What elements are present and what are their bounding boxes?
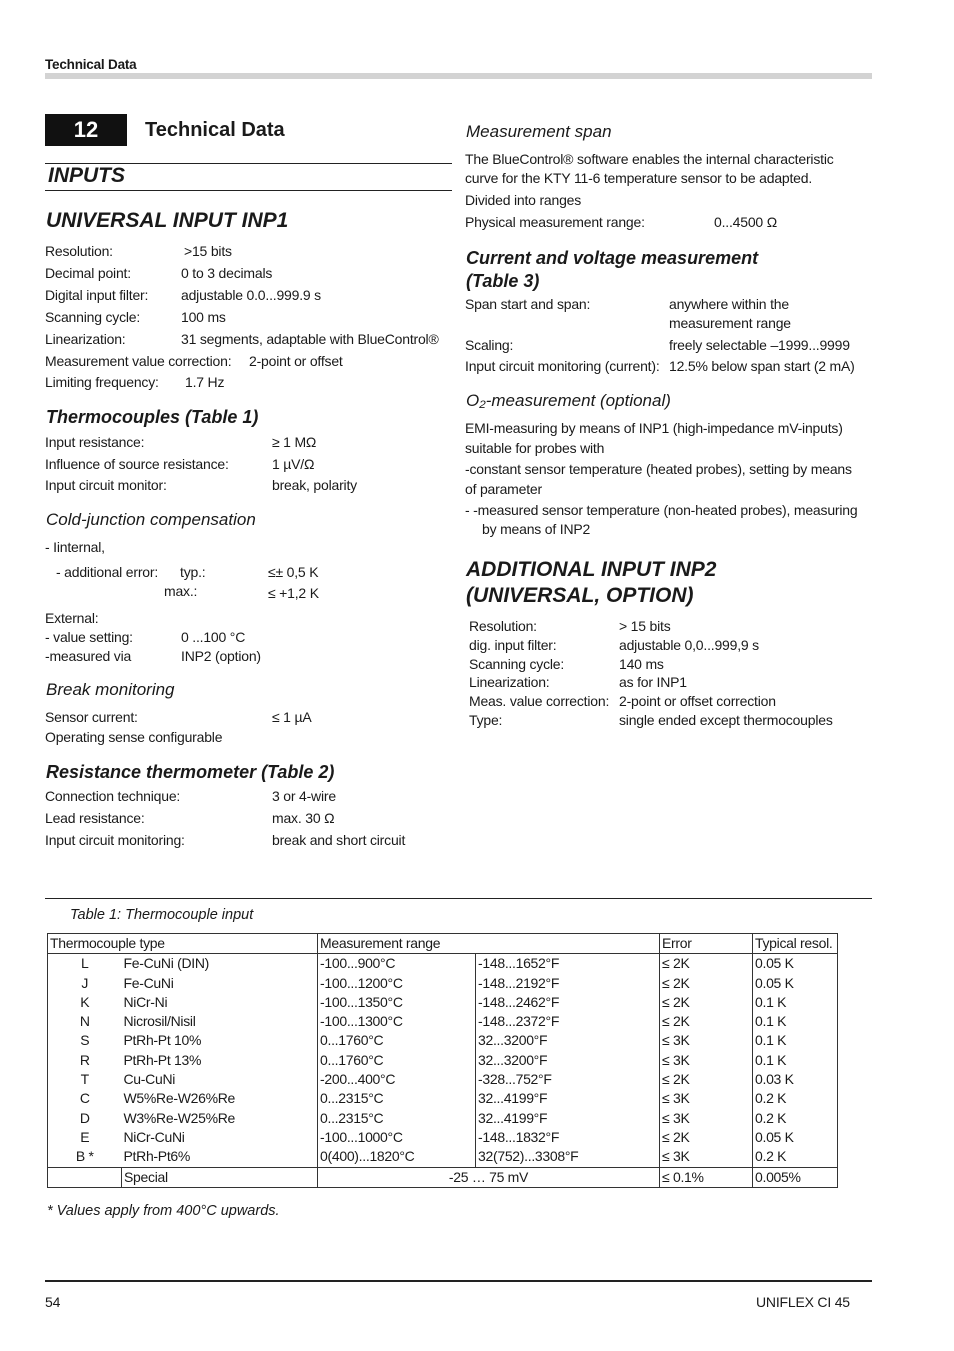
inp2-label: dig. input filter:	[469, 637, 557, 653]
inp1-value: 2-point or offset	[249, 353, 343, 369]
resistance-thermometer-heading: Resistance thermometer (Table 2)	[46, 762, 335, 782]
tc-value: 1 µV/Ω	[272, 456, 315, 472]
tc-code: D	[48, 1109, 122, 1128]
cj-value-setting-label: - value setting:	[45, 629, 133, 645]
range-c: 0...1760°C	[318, 1051, 476, 1070]
inp1-label: Linearization:	[45, 331, 126, 347]
table-row	[48, 974, 838, 993]
inp1-label: Decimal point:	[45, 265, 131, 281]
inp2-value: adjustable 0,0...999,9 s	[619, 637, 759, 653]
range-c: 0...1760°C	[318, 1031, 476, 1050]
cj-internal: - Iinternal,	[45, 539, 105, 555]
table-row	[48, 1070, 838, 1089]
range-f: 32(752)...3308°F	[476, 1147, 660, 1167]
table-footnote: * Values apply from 400°C upwards.	[47, 1203, 280, 1219]
tc-type: Nicrosil/Nisil	[123, 1013, 196, 1030]
footer-rule	[45, 1280, 872, 1282]
o2-text: -constant sensor temperature (heated probes), setting by means	[465, 461, 852, 477]
o2-heading: O₂-measurement (optional)	[466, 391, 671, 410]
o2-text: EMI-measuring by means of INP1 (high-impedance mV-inputs)	[465, 420, 843, 436]
tc-type: NiCr-CuNi	[123, 1128, 185, 1145]
range-c: -100...1000°C	[318, 1128, 476, 1147]
range-c: -100...1350°C	[318, 993, 476, 1012]
inp2-value: as for INP1	[619, 674, 687, 690]
table-row-special	[48, 1167, 838, 1187]
tc-label: Input resistance:	[45, 434, 145, 450]
inp1-heading: UNIVERSAL INPUT INP1	[46, 209, 289, 232]
cj-external: External:	[45, 610, 99, 626]
error: ≤ 2K	[660, 1012, 753, 1031]
ms-text: The BlueControl® software enables the internal characteristic	[465, 151, 834, 167]
inp1-value: adjustable 0.0...999.9 s	[181, 287, 321, 303]
tc-value: break, polarity	[272, 477, 357, 493]
range-c: -200...400°C	[318, 1070, 476, 1089]
table-header-row	[48, 934, 838, 954]
tc-code: C	[48, 1089, 122, 1108]
cv-scaling-value: freely selectable –1999...9999	[669, 337, 850, 353]
current-voltage-heading-2: (Table 3)	[466, 271, 540, 291]
cj-max-label: max.:	[164, 583, 198, 599]
resolution: 0.2 K	[753, 1089, 838, 1108]
error: ≤ 2K	[660, 954, 753, 974]
inp1-label: Resolution:	[45, 243, 113, 259]
error: ≤ 3K	[660, 1109, 753, 1128]
error: ≤ 0.1%	[660, 1167, 753, 1187]
error: ≤ 3K	[660, 1031, 753, 1050]
tc-value: ≥ 1 MΩ	[272, 434, 317, 450]
ms-range-label: Physical measurement range:	[465, 214, 645, 230]
inp1-value: >15 bits	[184, 243, 232, 259]
inp2-label: Resolution:	[469, 618, 537, 634]
cj-additional-error-label: - additional error:	[56, 564, 159, 580]
resolution: 0.1 K	[753, 1012, 838, 1031]
inp1-value: 1.7 Hz	[185, 374, 225, 390]
resolution: 0.03 K	[753, 1070, 838, 1089]
error: ≤ 2K	[660, 993, 753, 1012]
thermocouples-heading: Thermocouples (Table 1)	[46, 407, 259, 427]
inp2-value: 140 ms	[619, 656, 664, 672]
tc-type: Fe-CuNi	[123, 974, 174, 991]
tc-code: J	[48, 974, 122, 993]
column-header: Typical resol.	[753, 934, 838, 954]
cj-typ-value: ≤± 0,5 K	[268, 564, 319, 580]
ms-range-value: 0...4500 Ω	[714, 214, 777, 230]
error: ≤ 2K	[660, 1070, 753, 1089]
o2-text: suitable for probes with	[465, 440, 605, 456]
inp2-value: 2-point or offset correction	[619, 693, 776, 709]
tc-type: PtRh-Pt 13%	[123, 1051, 202, 1068]
cj-typ-label: typ.:	[180, 564, 206, 580]
o2-text: by means of INP2	[482, 521, 591, 537]
cv-span-value-2: measurement range	[669, 315, 791, 331]
cv-monitor-label: Input circuit monitoring (current):	[465, 358, 660, 374]
inp2-label: Linearization:	[469, 674, 550, 690]
cj-max-value: ≤ +1,2 K	[268, 585, 319, 601]
column-header: Thermocouple type	[48, 934, 318, 954]
o2-text: - -measured sensor temperature (non-heated probes), measuring	[465, 502, 858, 518]
bm-operating-sense: Operating sense configurable	[45, 729, 223, 745]
tc-type: NiCr-Ni	[123, 993, 168, 1010]
tc-code: R	[48, 1051, 122, 1070]
cj-measured-label: -measured via	[45, 648, 132, 664]
inp2-label: Scanning cycle:	[469, 656, 565, 672]
section-number: 12	[45, 114, 127, 146]
inp1-label: Measurement value correction:	[45, 353, 232, 369]
rt-value: 3 or 4-wire	[272, 788, 336, 804]
table-row	[48, 1109, 838, 1128]
tc-code: B *	[48, 1147, 122, 1167]
inp2-value: single ended except thermocouples	[619, 712, 833, 728]
inp1-value: 31 segments, adaptable with BlueControl®	[181, 331, 439, 347]
inp1-value: 0 to 3 decimals	[181, 265, 273, 281]
cv-monitor-value: 12.5% below span start (2 mA)	[669, 358, 855, 374]
range-f: 32...4199°F	[476, 1109, 660, 1128]
range-f: 32...3200°F	[476, 1051, 660, 1070]
error: ≤ 2K	[660, 974, 753, 993]
break-monitoring-heading: Break monitoring	[46, 680, 175, 699]
table-row	[48, 1089, 838, 1108]
rt-label: Input circuit monitoring:	[45, 832, 185, 848]
resolution: 0.1 K	[753, 1051, 838, 1070]
running-header: Technical Data	[45, 57, 137, 72]
tc-type: PtRh-Pt 10%	[123, 1032, 202, 1049]
tc-type: W5%Re-W26%Re	[123, 1090, 236, 1107]
tc-type: W3%Re-W25%Re	[123, 1109, 236, 1126]
resolution: 0.05 K	[753, 1128, 838, 1147]
resolution: 0.1 K	[753, 1031, 838, 1050]
error: ≤ 3K	[660, 1051, 753, 1070]
range-c: -100...900°C	[318, 954, 476, 974]
range-f: -148...2192°F	[476, 974, 660, 993]
cv-span-value: anywhere within the	[669, 296, 789, 312]
inp2-heading-2: (UNIVERSAL, OPTION)	[466, 584, 694, 607]
tc-code: K	[48, 993, 122, 1012]
range-c: 0...2315°C	[318, 1109, 476, 1128]
rt-label: Connection technique:	[45, 788, 181, 804]
inp2-label: Type:	[469, 712, 503, 728]
resolution: 0.05 K	[753, 954, 838, 974]
tc-type: PtRh-Pt6%	[123, 1148, 191, 1165]
inp2-value: > 15 bits	[619, 618, 671, 634]
cj-measured-value: INP2 (option)	[181, 648, 261, 664]
range-c: -100...1300°C	[318, 1012, 476, 1031]
inp2-heading: ADDITIONAL INPUT INP2	[466, 558, 717, 581]
range-f: -148...2462°F	[476, 993, 660, 1012]
error: ≤ 2K	[660, 1128, 753, 1147]
page-number: 54	[45, 1294, 61, 1310]
table-rule	[45, 898, 872, 899]
inp1-label: Scanning cycle:	[45, 309, 141, 325]
range: -25 … 75 mV	[318, 1167, 660, 1187]
range-c: 0(400)...1820°C	[318, 1147, 476, 1167]
measurement-span-heading: Measurement span	[466, 122, 612, 141]
cold-junction-heading: Cold-junction compensation	[46, 510, 256, 529]
range-f: 32...4199°F	[476, 1089, 660, 1108]
divider	[45, 190, 452, 191]
table-row	[48, 1051, 838, 1070]
inp1-value: 100 ms	[181, 309, 226, 325]
tc-label: Influence of source resistance:	[45, 456, 229, 472]
rt-value: max. 30 Ω	[272, 810, 335, 826]
range-f: -328...752°F	[476, 1070, 660, 1089]
resolution: 0.1 K	[753, 993, 838, 1012]
cv-span-label: Span start and span:	[465, 296, 591, 312]
section-title: Technical Data	[145, 119, 285, 141]
table-row	[48, 1147, 838, 1167]
range-f: -148...1832°F	[476, 1128, 660, 1147]
inp1-label: Limiting frequency:	[45, 374, 159, 390]
resolution: 0.005%	[753, 1167, 838, 1187]
range-c: 0...2315°C	[318, 1089, 476, 1108]
table-row	[48, 1012, 838, 1031]
range-f: -148...2372°F	[476, 1012, 660, 1031]
tc-code: L	[48, 954, 122, 974]
tc-code	[48, 1167, 122, 1187]
table-caption: Table 1: Thermocouple input	[70, 907, 254, 923]
resolution: 0.2 K	[753, 1147, 838, 1167]
bm-sensor-value: ≤ 1 µA	[272, 709, 312, 725]
tc-code: T	[48, 1070, 122, 1089]
current-voltage-heading: Current and voltage measurement	[466, 248, 759, 268]
cj-value-setting-value: 0 ...100 °C	[181, 629, 246, 645]
rt-value: break and short circuit	[272, 832, 406, 848]
error: ≤ 3K	[660, 1147, 753, 1167]
tc-type: Cu-CuNi	[123, 1071, 176, 1088]
error: ≤ 3K	[660, 1089, 753, 1108]
column-header: Measurement range	[318, 934, 660, 954]
tc-type: Special	[122, 1167, 318, 1187]
range-c: -100...1200°C	[318, 974, 476, 993]
header-rule	[45, 73, 872, 79]
range-f: 32...3200°F	[476, 1031, 660, 1050]
range-f: -148...1652°F	[476, 954, 660, 974]
bm-sensor-label: Sensor current:	[45, 709, 138, 725]
tc-code: N	[48, 1012, 122, 1031]
thermocouple-table	[47, 933, 838, 1188]
inputs-heading: INPUTS	[48, 164, 126, 187]
tc-label: Input circuit monitor:	[45, 477, 167, 493]
product-name: UNIFLEX CI 45	[756, 1294, 850, 1310]
rt-label: Lead resistance:	[45, 810, 145, 826]
resolution: 0.05 K	[753, 974, 838, 993]
resolution: 0.2 K	[753, 1109, 838, 1128]
ms-text: Divided into ranges	[465, 192, 582, 208]
inp2-label: Meas. value correction:	[469, 693, 610, 709]
table-row	[48, 1128, 838, 1147]
tc-code: S	[48, 1031, 122, 1050]
cv-scaling-label: Scaling:	[465, 337, 514, 353]
tc-type: Fe-CuNi (DIN)	[123, 955, 210, 972]
table-row	[48, 954, 838, 974]
o2-text: of parameter	[465, 481, 542, 497]
table-row	[48, 993, 838, 1012]
inp1-label: Digital input filter:	[45, 287, 149, 303]
ms-text: curve for the KTY 11-6 temperature sensor to be adapted.	[465, 170, 813, 186]
table-row	[48, 1031, 838, 1050]
column-header: Error	[660, 934, 753, 954]
tc-code: E	[48, 1128, 122, 1147]
